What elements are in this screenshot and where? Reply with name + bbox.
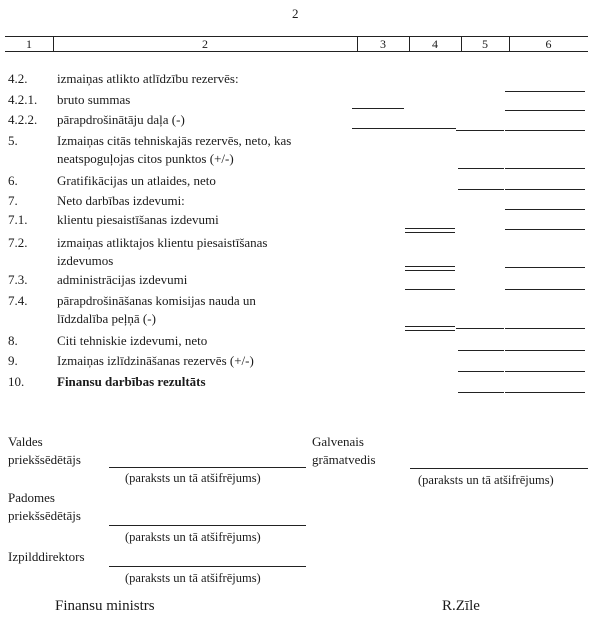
row-text: klientu piesaistīšanas izdevumi xyxy=(57,212,219,227)
row-text: Citi tehniskie izdevumi, neto xyxy=(57,333,208,348)
header-col-4: 4 xyxy=(432,37,438,51)
row-num: 7.4. xyxy=(8,293,28,308)
value-underline xyxy=(505,371,585,372)
value-underline xyxy=(505,350,585,351)
header-col-1: 1 xyxy=(26,37,32,51)
accountant-label-2: grāmatvedis xyxy=(312,452,376,467)
executive-label: Izpilddirektors xyxy=(8,549,85,564)
value-double-underline xyxy=(405,266,455,271)
council-label-1: Padomes xyxy=(8,490,55,505)
row-num: 6. xyxy=(8,173,18,188)
row-num: 8. xyxy=(8,333,18,348)
footer-minister: Finansu ministrs xyxy=(55,598,155,614)
header-col-3: 3 xyxy=(380,37,386,51)
value-underline xyxy=(458,371,504,372)
chairman-label-1: Valdes xyxy=(8,434,43,449)
row-text: Neto darbības izdevumi: xyxy=(57,193,185,208)
row-text: pārapdrošinātāju daļa (-) xyxy=(57,112,185,127)
row-text: Gratifikācijas un atlaides, neto xyxy=(57,173,216,188)
value-underline xyxy=(505,267,585,268)
row-num: 7. xyxy=(8,193,18,208)
value-underline xyxy=(505,91,585,92)
row-text-cont: līdzdalība peļņā (-) xyxy=(57,311,156,326)
row-text: izmaiņas atlikto atlīdzību rezervēs: xyxy=(57,71,239,86)
value-double-underline xyxy=(405,228,455,233)
row-num: 7.2. xyxy=(8,235,28,250)
row-num: 10. xyxy=(8,374,25,389)
row-num: 9. xyxy=(8,353,18,368)
value-underline xyxy=(505,110,585,111)
row-text-total: Finansu darbības rezultāts xyxy=(57,374,206,389)
row-num: 7.3. xyxy=(8,272,28,287)
value-underline xyxy=(505,289,585,290)
accountant-signature-line xyxy=(410,468,588,469)
row-text: bruto summas xyxy=(57,92,131,107)
value-underline xyxy=(505,229,585,230)
value-underline xyxy=(505,189,585,190)
row-text: administrācijas izdevumi xyxy=(57,272,188,287)
row-text-cont: neatspoguļojas citos punktos (+/-) xyxy=(57,151,234,166)
chairman-signature-line xyxy=(109,467,306,468)
footer-signer: R.Zīle xyxy=(442,598,480,614)
value-underline xyxy=(352,128,456,129)
value-underline xyxy=(458,168,504,169)
signature-caption: (paraksts un tā atšifrējums) xyxy=(125,530,261,544)
header-col-6: 6 xyxy=(545,37,552,51)
header-col-2: 2 xyxy=(202,37,208,51)
value-underline xyxy=(505,209,585,210)
value-double-underline xyxy=(405,326,455,331)
value-underline xyxy=(505,392,585,393)
table-header xyxy=(5,36,588,52)
page-number: 2 xyxy=(292,6,299,21)
row-text: Izmaiņas citās tehniskajās rezervēs, neto, kas xyxy=(57,133,292,148)
value-underline xyxy=(352,108,404,109)
value-underline xyxy=(456,328,504,329)
row-text: Izmaiņas izlīdzināšanas rezervēs (+/-) xyxy=(57,353,254,368)
header-col-5: 5 xyxy=(482,37,488,51)
row-num: 4.2.1. xyxy=(8,92,38,107)
value-underline xyxy=(458,189,504,190)
row-text: izmaiņas atliktajos klientu piesaistīšanas xyxy=(57,235,268,250)
executive-signature-line xyxy=(109,566,306,567)
value-underline xyxy=(505,168,585,169)
signature-caption: (paraksts un tā atšifrējums) xyxy=(125,471,261,485)
row-text: pārapdrošināšanas komisijas nauda un xyxy=(57,293,256,308)
value-underline xyxy=(458,392,504,393)
value-underline xyxy=(505,130,585,131)
value-underline xyxy=(456,130,504,131)
row-num: 4.2.2. xyxy=(8,112,38,127)
row-num: 7.1. xyxy=(8,212,28,227)
chairman-label-2: priekšsēdētājs xyxy=(8,452,81,467)
accountant-label-1: Galvenais xyxy=(312,434,364,449)
council-label-2: priekšsēdētājs xyxy=(8,508,81,523)
value-underline xyxy=(458,350,504,351)
row-num: 5. xyxy=(8,133,18,148)
signature-caption: (paraksts un tā atšifrējums) xyxy=(418,473,554,487)
row-text-cont: izdevumos xyxy=(57,253,114,268)
signature-caption: (paraksts un tā atšifrējums) xyxy=(125,571,261,585)
council-signature-line xyxy=(109,525,306,526)
row-num: 4.2. xyxy=(8,71,28,86)
value-underline xyxy=(505,328,585,329)
value-underline xyxy=(405,289,455,290)
